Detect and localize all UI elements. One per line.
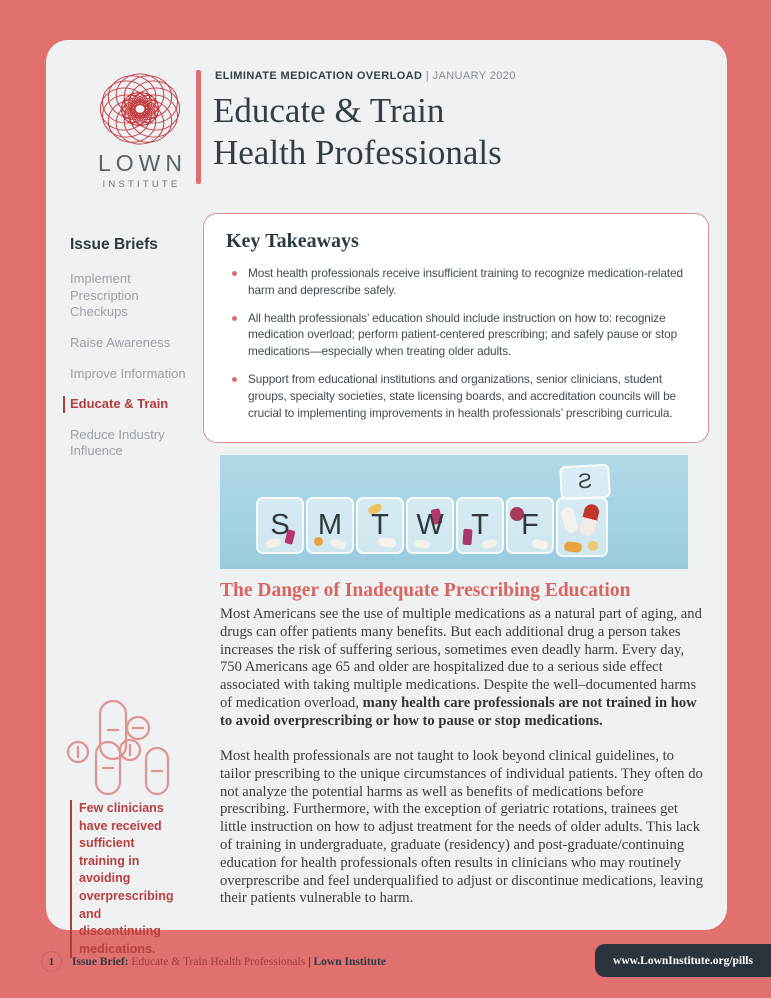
- pillbox-tuesday: [356, 497, 404, 554]
- key-takeaways-heading: Key Takeaways: [226, 230, 359, 252]
- spirograph-flower-icon: [96, 70, 184, 148]
- website-url-tab[interactable]: [595, 944, 771, 977]
- mirrored-day-letter: S: [577, 469, 593, 494]
- day-letter: T: [471, 509, 489, 541]
- body-paragraph-2: Most health professionals are not taught to look beyond clinical guidelines, to tailor prescribing to the unique circumstances of individual patients. They often do not analyze the potential harms as well as benefits of medications before prescribing. Furthermore, with the exception of geriatric rotations, trainees get little instruction on how to adjust treatment for the needs of older adults. This lack of training in undergraduate, graduate (residency) and post-graduate/continuing education for health professionals often results in clinicians who may routinely overprescribe and feel underqualified to adjust or discontinue medications, leaving their patients vulnerable to harm.: [220, 748, 704, 907]
- pillbox-friday: [506, 497, 554, 554]
- red-white-capsule: [578, 503, 600, 538]
- pillbox-wednesday: [406, 497, 454, 554]
- sidebar-item-educate-and-train[interactable]: Educate & Train: [63, 396, 196, 413]
- nav-heading: Issue Briefs: [70, 236, 158, 253]
- footer-issue-brief-label: Issue Brief:: [72, 956, 129, 968]
- pills-outline-icon: [66, 698, 170, 796]
- day-letter: T: [371, 509, 389, 541]
- footer-separator: |: [308, 956, 311, 968]
- body-paragraph-1: [220, 606, 704, 731]
- white-pill: [560, 506, 580, 535]
- content-card: [46, 40, 727, 956]
- paragraph-text: Most Americans see the use of multiple medications as a natural part of aging, and drugs can offer patients many benefits. But each additional drug a person takes increases the risk of suffering serious, sometimes even deadly harm. Every day, 750 Americans age 65 and older are hospitalized due to a serious side effect associated with taking multiple medications. Despite the well–documented harms of medication overload,: [220, 606, 702, 711]
- takeaway-item: Support from educational institutions and organizations, senior clinicians, student groups, specialty societies, state licensing boards, and accreditation councils will be crucial to implementing improvements in health professionals’ prescribing curricula.: [226, 371, 686, 421]
- series-eyebrow: [215, 70, 516, 82]
- sidebar-item-implement-prescription-checkups[interactable]: Implement Prescription Checkups: [70, 271, 139, 320]
- day-letter: M: [317, 509, 343, 541]
- paragraph-bold-text: many health care professionals are not trained in how to avoid overprescribing or how to pause or stop medications.: [220, 694, 697, 729]
- yellow-pill: [588, 541, 598, 551]
- pillbox-monday: [306, 497, 354, 554]
- issue-briefs-nav: [70, 236, 196, 474]
- footer-label: [72, 956, 386, 968]
- takeaway-item: All health professionals’ education should include instruction on how to: recognize medication overload; perform patient-centered prescribing; and safely pause or stop medications—especially when treating older adults.: [226, 310, 686, 360]
- takeaway-item: Most health professionals receive insufficient training to recognize medication-related harm and deprescribe safely.: [226, 265, 686, 299]
- open-lid: [559, 464, 611, 501]
- sidebar-item-raise-awareness[interactable]: Raise Awareness: [70, 334, 171, 350]
- section-heading: The Danger of Inadequate Prescribing Education: [220, 580, 631, 601]
- sidebar-item-improve-information[interactable]: Improve Information: [70, 365, 186, 381]
- series-name: ELIMINATE MEDICATION OVERLOAD: [215, 70, 423, 82]
- pillbox-sunday: [256, 497, 304, 554]
- footer-org-name: Lown Institute: [313, 956, 387, 968]
- website-url: www.LownInstitute.org/pills: [613, 954, 753, 967]
- lown-institute-logo: [88, 70, 192, 190]
- pillbox-saturday-open: [556, 497, 608, 557]
- logo-wordmark: LOWN: [98, 150, 187, 176]
- key-takeaways-list: [226, 265, 686, 421]
- footer-brief-title: Educate & Train Health Professionals: [131, 956, 306, 968]
- page-title: [213, 90, 502, 174]
- title-accent-bar: [196, 70, 201, 184]
- pill-organizer: [256, 497, 610, 557]
- page-title-line2: Health Professionals: [213, 133, 502, 172]
- sidebar-item-reduce-industry-influence[interactable]: Reduce Industry Influence: [70, 426, 165, 459]
- page-number-badge: 1: [41, 951, 62, 972]
- eyebrow-separator: |: [425, 70, 430, 82]
- day-letter: W: [416, 509, 444, 541]
- page-title-line1: Educate & Train: [213, 91, 445, 130]
- issue-date: JANUARY 2020: [432, 70, 516, 82]
- key-takeaways-box: [203, 213, 709, 443]
- logo-subname: INSTITUTE: [102, 179, 181, 190]
- pillbox-thursday: [456, 497, 504, 554]
- pill-organizer-photo: [220, 455, 688, 569]
- orange-pill: [564, 541, 583, 553]
- day-letter: S: [270, 509, 290, 541]
- day-letter: F: [521, 509, 539, 541]
- pullquote-callout: Few clinicians have received sufficient training in avoiding overprescribing and discontinuing medications.: [70, 800, 178, 958]
